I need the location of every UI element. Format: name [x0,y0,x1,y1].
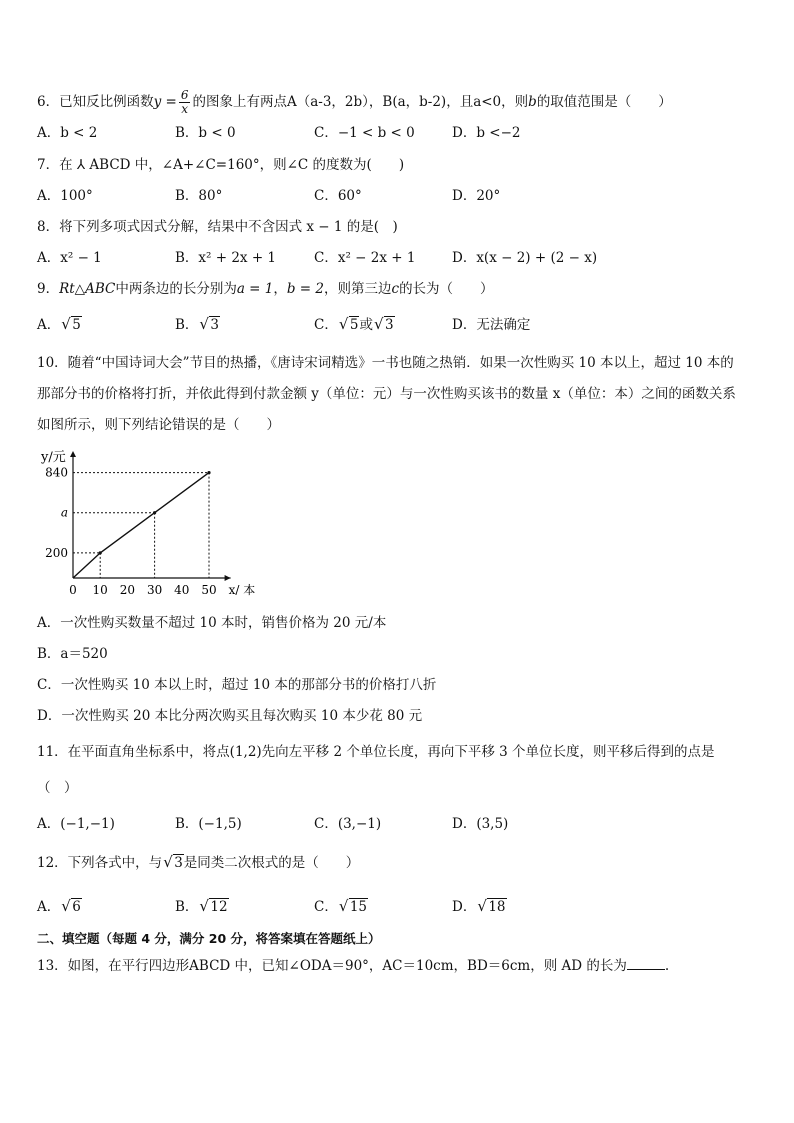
q6-option-a: A．b < 2 [37,125,98,141]
question-13-stem: 13．如图，在平行四边形ABCD 中，已知∠ODA＝90°，AC＝10cm，BD＝6cm，则 AD 的长为 . [37,958,670,974]
x-axis-arrow [225,575,231,581]
q6-option-c: C．−1 < b < 0 [314,125,415,141]
q9-option-d: D．无法确定 [452,317,531,333]
q12-option-b: B．√ 12 [175,898,229,916]
q12-option-d: D．√ 18 [452,898,507,916]
question-7-stem: 7．在 ⅄ ABCD 中，∠A+∠C=160°，则∠C 的度数为( ) [37,157,405,173]
sqrt-sign: √ 5 [339,316,360,334]
q9-option-a: A．√ 5 [37,316,82,334]
x-tick-label: 10 [92,583,108,597]
answer-blank [627,957,665,970]
sqrt-sign: √ 6 [61,898,82,916]
chart-plot-area [40,450,255,597]
q9-option-c: C．√ 5或√ 3 [314,316,395,334]
price-quantity-chart [37,445,267,600]
q7-option-a: A．100° [37,188,93,204]
y-axis-label: y/元 [41,450,66,465]
x-tick-label: 30 [146,583,163,597]
question-6-stem: 6．已知反比例函数y = $\frac{6}{x}$ 的图象上有两点A（a-3，2b），B(a，b-2)，且a<0，则b的取值范围是（ ） [37,88,672,116]
q11-option-d: D．(3,5) [452,816,509,832]
q8-option-c: C．x² − 2x + 1 [314,250,416,266]
question-9-stem: 9．Rt△ABC中两条边的长分别为a = 1，b = 2，则第三边c的长为（ ） [37,281,494,297]
question-10-line-3: 如图所示，则下列结论错误的是（ ） [37,417,280,433]
q10-option-b: B．a＝520 [37,646,108,662]
data-point [207,471,210,474]
sqrt-sign: √ 12 [199,898,228,916]
x-tick-label: 0 [69,583,77,597]
q9-option-b: B．√ 3 [175,316,220,334]
sqrt-sign: √ 3 [199,316,220,334]
question-8-stem: 8．将下列多项式因式分解，结果中不含因式 x − 1 的是( ) [37,219,398,235]
q7-option-d: D．20° [452,188,501,204]
q10-option-a: A．一次性购买数量不超过 10 本时，销售价格为 20 元/本 [37,615,387,631]
x-axis-label: x/ 本 [228,583,256,597]
fraction-6-over-x: $\frac{6}{x}$ [180,88,189,116]
y-tick-label: 840 [45,465,68,480]
q8-option-a: A．x² − 1 [37,250,102,266]
q12-option-c: C．√ 15 [314,898,368,916]
q7-option-b: B．80° [175,188,223,204]
data-point [99,551,102,554]
x-tick-label: 40 [174,583,190,597]
y-axis-arrow [70,451,76,457]
sqrt-sign: √ 3 [374,316,395,334]
section-2-title: 二、填空题（每题 4 分，满分 20 分，将答案填在答题纸上） [37,931,381,946]
series-line [73,473,209,578]
q12-option-a: A．√ 6 [37,898,82,916]
question-10-line-2: 那部分书的价格将打折，并依此得到付款金额 y（单位：元）与一次性购买该书的数量 x（单位：本）之间的函数关系 [37,386,736,402]
question-11-stem: 11．在平面直角坐标系中，将点(1,2)先向左平移 2 个单位长度，再向下平移 3 个单位长度，则平移后得到的点是 [37,744,715,760]
q6-option-b: B．b < 0 [175,125,236,141]
question-11-paren: （ ） [37,780,78,796]
q8-option-b: B．x² + 2x + 1 [175,250,277,266]
q7-option-c: C．60° [314,188,362,204]
x-tick-label: 50 [201,583,217,597]
q11-option-c: C．(3,−1) [314,816,382,832]
y-tick-label: a [60,505,68,520]
data-point [153,511,156,514]
y-tick-label: 200 [45,545,68,560]
q11-option-a: A．(−1,−1) [37,816,115,832]
sqrt-sign: √ 15 [339,898,368,916]
q10-option-d: D．一次性购买 20 本比分两次购买且每次购买 10 本少花 80 元 [37,708,423,724]
x-tick-label: 20 [119,583,136,597]
q6-option-d: D．b <−2 [452,125,521,141]
question-12-stem: 12．下列各式中，与√ 3是同类二次根式的是（ ） [37,854,359,872]
q10-option-c: C．一次性购买 10 本以上时，超过 10 本的那部分书的价格打八折 [37,677,437,693]
q11-option-b: B．(−1,5) [175,816,242,832]
sqrt-sign: √ 18 [477,898,506,916]
sqrt-sign: √ 3 [163,854,184,872]
q8-option-d: D．x(x − 2) + (2 − x) [452,250,598,266]
question-10-line-1: 10．随着“中国诗词大会”节目的热播，《唐诗宋词精选》一书也随之热销．如果一次性购买 10 本以上，超过 10 本的 [37,355,734,371]
sqrt-sign: √ 5 [61,316,82,334]
